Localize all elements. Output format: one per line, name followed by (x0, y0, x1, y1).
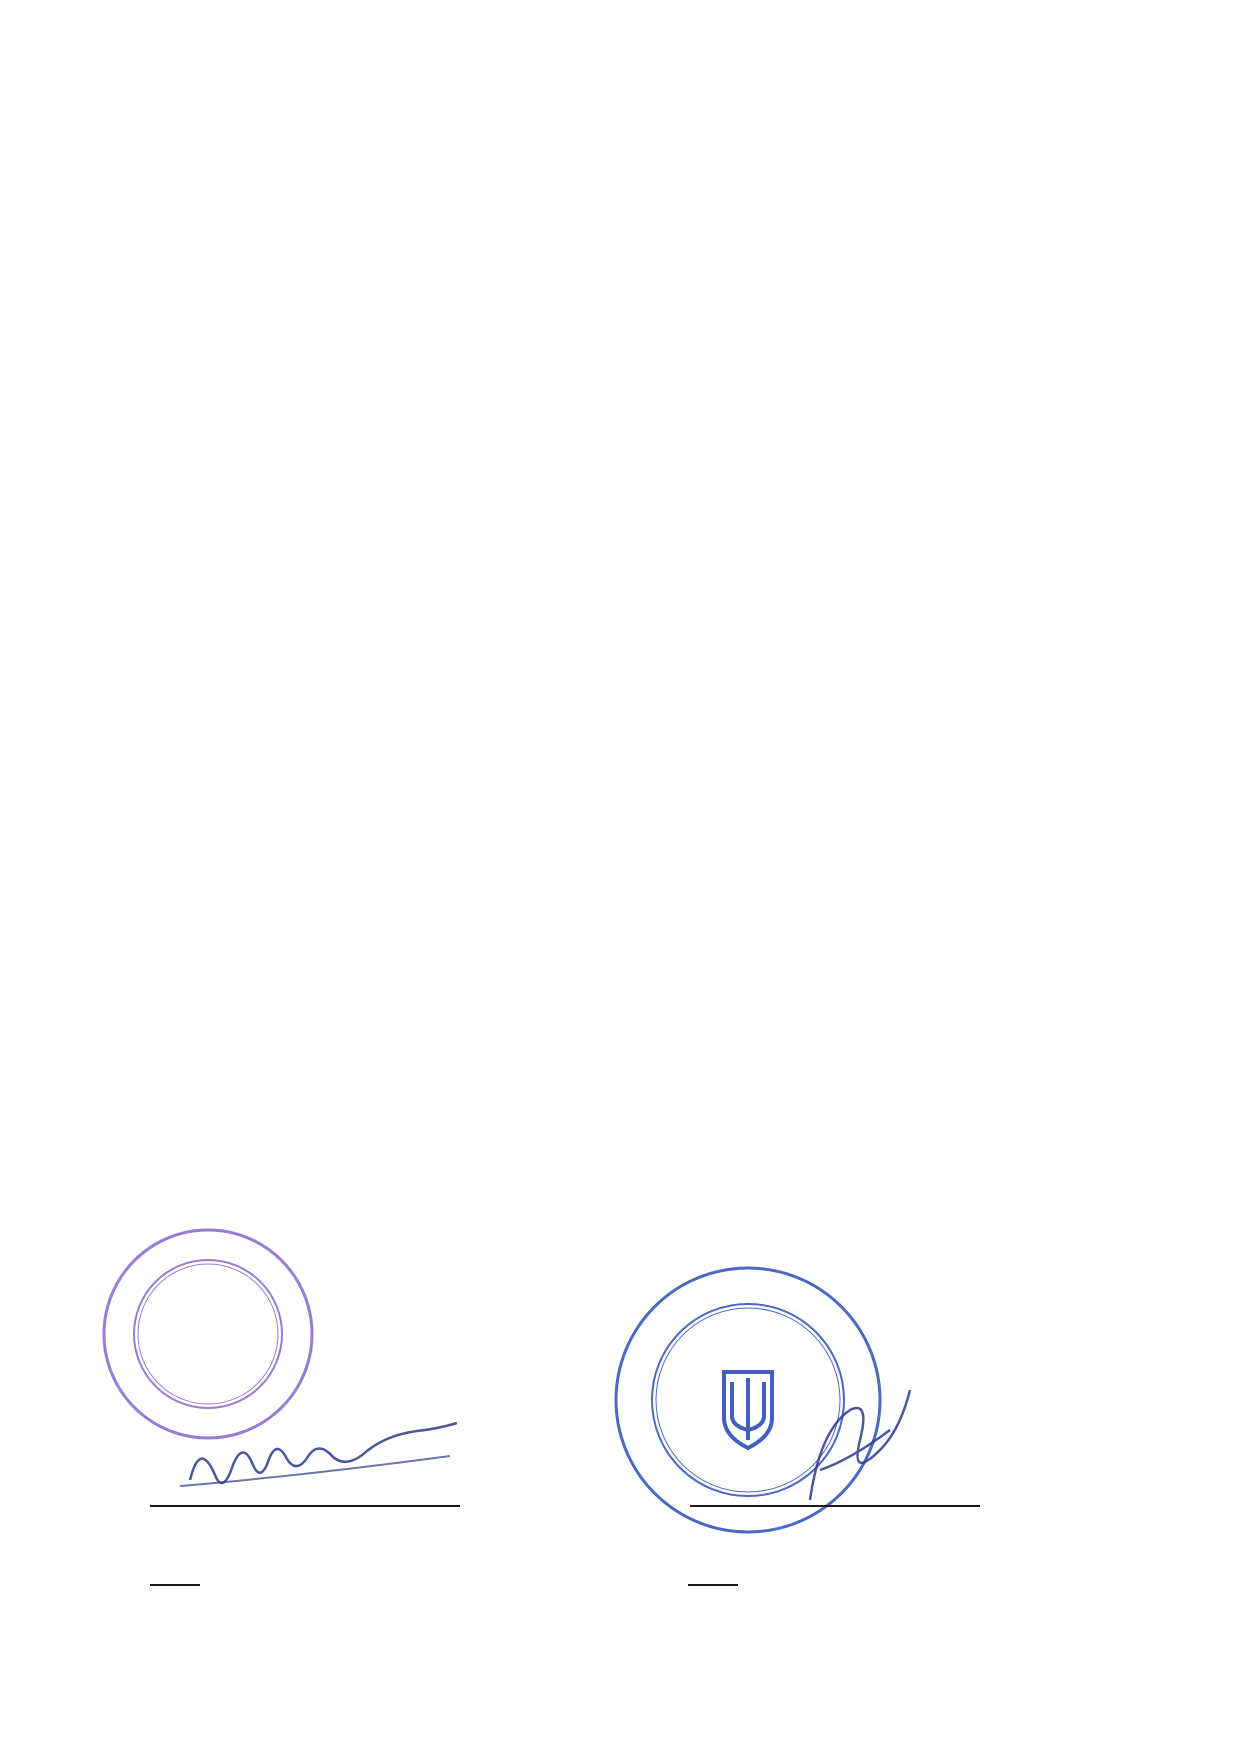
left-signature-icon (160, 1420, 480, 1510)
party-right (690, 1230, 1170, 1270)
right-signature-icon (780, 1380, 930, 1520)
document-body (150, 78, 1160, 112)
right-date (688, 1555, 752, 1586)
party-left (150, 1230, 650, 1258)
trident-icon (724, 1372, 772, 1448)
signatures-block (0, 1230, 1242, 1650)
left-date (150, 1555, 214, 1586)
